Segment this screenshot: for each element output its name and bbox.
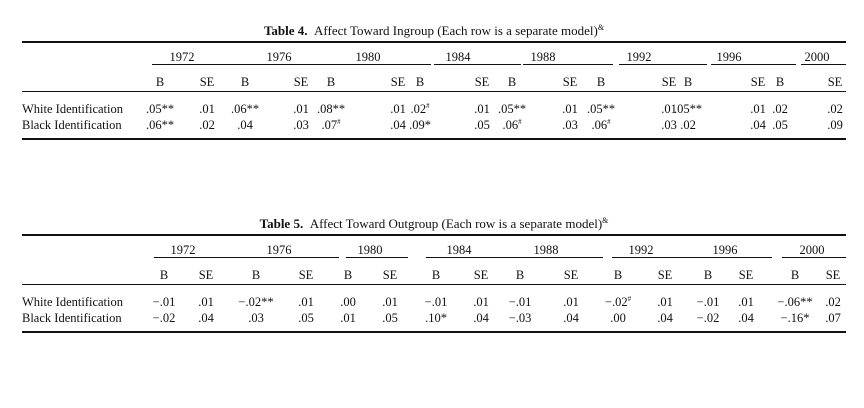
b-header: B: [251, 268, 261, 282]
cell-value: −.01: [152, 295, 176, 309]
cell-value: .05: [298, 311, 314, 325]
se-cell: [825, 311, 841, 326]
year-header: 1976: [266, 243, 292, 257]
year-header-row: [22, 236, 846, 262]
coefficient-cell: [605, 295, 631, 310]
cell-value: .01: [661, 102, 677, 116]
table-row: [22, 310, 846, 326]
year-header-row: [22, 43, 846, 69]
coefficient-cell: [146, 102, 174, 117]
year-header: 1988: [533, 243, 559, 257]
se-header: SE: [390, 75, 406, 89]
coefficient-cell: [509, 295, 532, 310]
table-row: [22, 117, 846, 133]
cell-value: .04: [390, 118, 406, 132]
coefficient-cell: [340, 295, 356, 310]
se-cell: [473, 295, 489, 310]
cell-value: .05: [474, 118, 490, 132]
cell-value: .02: [825, 295, 841, 309]
cell-value: .06**: [145, 118, 175, 132]
se-cell: [293, 118, 309, 133]
se-cell: [750, 118, 766, 133]
year-span-rule: [702, 257, 772, 258]
year-header: 1984: [445, 50, 471, 64]
cell-value: .04: [473, 311, 489, 325]
cell-value: .00: [340, 295, 356, 309]
cell-value: .01: [562, 102, 578, 116]
cell-value: −.01: [508, 295, 532, 309]
year-header: 1992: [626, 50, 652, 64]
year-header: 1992: [628, 243, 654, 257]
cell-value: .01: [198, 295, 214, 309]
cell-value: .03: [293, 118, 309, 132]
year-header: 1980: [357, 243, 383, 257]
cell-value: .06: [502, 118, 519, 132]
se-cell: [738, 311, 754, 326]
cell-value: −.03: [508, 311, 532, 325]
table-label: Table 4.: [263, 23, 308, 38]
year-header: 2000: [799, 243, 825, 257]
cell-value: .01: [293, 102, 309, 116]
coefficient-cell: [146, 118, 174, 133]
cell-value: .05**: [673, 102, 703, 116]
bottom-rule: [22, 331, 846, 333]
cell-value: .03: [562, 118, 578, 132]
se-cell: [827, 102, 843, 117]
se-header: SE: [661, 75, 677, 89]
coefficient-cell: [680, 118, 696, 133]
row-label: White Identification: [22, 102, 124, 116]
cell-value: .08**: [316, 102, 346, 116]
coefficient-cell: [153, 295, 176, 310]
year-span-rule: [242, 257, 339, 258]
cell-value: .09*: [409, 118, 431, 132]
coefficient-cell: [498, 102, 526, 117]
coefficient-cell: [409, 118, 431, 133]
se-cell: [661, 118, 677, 133]
year-span-rule: [152, 64, 247, 65]
se-header: SE: [825, 268, 841, 282]
b-header: B: [155, 75, 165, 89]
year-span-rule: [801, 64, 846, 65]
se-header: SE: [473, 268, 489, 282]
se-cell: [657, 295, 673, 310]
table-5: [22, 214, 846, 333]
significance-mark: #: [518, 118, 522, 126]
se-cell: [390, 102, 406, 117]
title-footnote-mark: &: [602, 216, 609, 225]
year-span-rule: [782, 257, 846, 258]
cell-value: −.16*: [780, 311, 810, 325]
column-header-row: [22, 69, 846, 91]
coefficient-cell: [153, 311, 176, 326]
row-spacer: [22, 285, 846, 294]
table-caption: [22, 214, 846, 234]
year-span-rule: [245, 64, 342, 65]
b-header: B: [613, 268, 623, 282]
year-header: 1988: [530, 50, 556, 64]
cell-value: −.02: [696, 311, 720, 325]
cell-value: .01: [382, 295, 398, 309]
b-header: B: [326, 75, 336, 89]
se-cell: [298, 295, 314, 310]
year-header: 2000: [804, 50, 830, 64]
se-cell: [198, 311, 214, 326]
year-header: 1972: [169, 50, 195, 64]
significance-mark: #: [426, 102, 430, 110]
year-span-rule: [154, 257, 246, 258]
se-cell: [390, 118, 406, 133]
cell-value: .01: [390, 102, 406, 116]
cell-value: .01: [340, 311, 356, 325]
se-cell: [827, 118, 843, 133]
coefficient-cell: [777, 295, 812, 310]
coefficient-cell: [238, 295, 273, 310]
cell-value: .01: [738, 295, 754, 309]
year-header: 1976: [266, 50, 292, 64]
cell-value: .02: [680, 118, 696, 132]
coefficient-cell: [697, 295, 720, 310]
year-span-rule: [434, 64, 521, 65]
cell-value: .04: [750, 118, 766, 132]
cell-value: .09: [827, 118, 843, 132]
row-spacer: [22, 92, 846, 101]
cell-value: −.02: [152, 311, 176, 325]
row-label: Black Identification: [22, 311, 122, 325]
b-header: B: [683, 75, 693, 89]
coefficient-cell: [674, 102, 702, 117]
coefficient-cell: [781, 311, 810, 326]
se-header: SE: [382, 268, 398, 282]
coefficient-cell: [772, 118, 788, 133]
cell-value: .04: [198, 311, 214, 325]
se-cell: [738, 295, 754, 310]
row-label: Black Identification: [22, 118, 122, 132]
significance-mark: #: [607, 118, 611, 126]
cell-value: .04: [657, 311, 673, 325]
year-span-rule: [515, 257, 603, 258]
cell-value: .10*: [425, 311, 447, 325]
cell-value: .03: [248, 311, 264, 325]
se-cell: [563, 311, 579, 326]
cell-value: −.06**: [777, 295, 813, 309]
coefficient-cell: [425, 311, 447, 326]
coefficient-cell: [610, 311, 626, 326]
table-label: Table 5.: [259, 216, 304, 231]
se-header: SE: [827, 75, 843, 89]
cell-value: .02: [827, 102, 843, 116]
coefficient-cell: [317, 102, 345, 117]
coefficient-cell: [772, 102, 788, 117]
cell-value: .01: [563, 295, 579, 309]
column-header-row: [22, 262, 846, 284]
cell-value: −.01: [696, 295, 720, 309]
cell-value: .03: [661, 118, 677, 132]
b-header: B: [596, 75, 606, 89]
significance-mark: #: [627, 295, 632, 303]
cell-value: .01: [750, 102, 766, 116]
se-cell: [657, 311, 673, 326]
cell-value: .01: [199, 102, 215, 116]
cell-value: .05: [382, 311, 398, 325]
table-title: Affect Toward Ingroup (Each row is a separate model): [314, 23, 598, 38]
row-label: White Identification: [22, 295, 124, 309]
table-title: Affect Toward Outgroup (Each row is a separate model): [309, 216, 603, 231]
se-cell: [382, 295, 398, 310]
cell-value: .05**: [145, 102, 175, 116]
cell-value: .01: [298, 295, 314, 309]
table-row: [22, 101, 846, 117]
coefficient-cell: [502, 118, 521, 133]
se-header: SE: [562, 75, 578, 89]
cell-value: .04: [563, 311, 579, 325]
b-header: B: [507, 75, 517, 89]
cell-value: .01: [474, 102, 490, 116]
cell-value: −.01: [424, 295, 448, 309]
b-header: B: [240, 75, 250, 89]
se-header: SE: [293, 75, 309, 89]
se-header: SE: [298, 268, 314, 282]
bottom-rule: [22, 138, 846, 140]
year-header: 1996: [716, 50, 742, 64]
se-cell: [562, 118, 578, 133]
b-header: B: [343, 268, 353, 282]
se-cell: [474, 118, 490, 133]
coefficient-cell: [340, 311, 356, 326]
significance-mark: #: [337, 118, 341, 126]
year-span-rule: [338, 64, 431, 65]
year-header: 1972: [170, 243, 196, 257]
se-cell: [473, 311, 489, 326]
cell-value: .02: [199, 118, 215, 132]
cell-value: .04: [738, 311, 754, 325]
coefficient-cell: [587, 102, 615, 117]
year-span-rule: [346, 257, 408, 258]
b-header: B: [515, 268, 525, 282]
coefficient-cell: [425, 295, 448, 310]
se-cell: [562, 102, 578, 117]
coefficient-cell: [237, 118, 253, 133]
cell-value: −.02**: [238, 295, 274, 309]
se-cell: [198, 295, 214, 310]
cell-value: .01: [473, 295, 489, 309]
coefficient-cell: [509, 311, 532, 326]
table-caption: [22, 21, 846, 41]
b-header: B: [775, 75, 785, 89]
cell-value: .05**: [497, 102, 527, 116]
year-header: 1980: [355, 50, 381, 64]
coefficient-cell: [410, 102, 429, 117]
se-cell: [199, 118, 215, 133]
coefficient-cell: [591, 118, 610, 133]
cell-value: .07: [825, 311, 841, 325]
cell-value: .05: [772, 118, 788, 132]
se-cell: [382, 311, 398, 326]
coefficient-cell: [231, 102, 259, 117]
b-header: B: [431, 268, 441, 282]
se-header: SE: [750, 75, 766, 89]
se-header: SE: [198, 268, 214, 282]
se-cell: [199, 102, 215, 117]
year-span-rule: [619, 64, 707, 65]
coefficient-cell: [248, 311, 264, 326]
se-cell: [474, 102, 490, 117]
year-span-rule: [523, 64, 613, 65]
se-header: SE: [738, 268, 754, 282]
cell-value: .02: [772, 102, 788, 116]
cell-value: .05**: [586, 102, 616, 116]
coefficient-cell: [697, 311, 720, 326]
se-header: SE: [657, 268, 673, 282]
se-header: SE: [199, 75, 215, 89]
b-header: B: [790, 268, 800, 282]
title-footnote-mark: &: [597, 23, 605, 32]
year-header: 1996: [712, 243, 738, 257]
se-cell: [750, 102, 766, 117]
cell-value: .06**: [230, 102, 260, 116]
cell-value: .04: [237, 118, 253, 132]
coefficient-cell: [321, 118, 340, 133]
cell-value: .06: [591, 118, 608, 132]
b-header: B: [159, 268, 169, 282]
se-cell: [825, 295, 841, 310]
b-header: B: [415, 75, 425, 89]
cell-value: .02: [410, 102, 427, 116]
cell-value: .01: [657, 295, 673, 309]
se-cell: [298, 311, 314, 326]
table-row: [22, 294, 846, 310]
table-4: [22, 21, 846, 140]
year-span-rule: [426, 257, 515, 258]
cell-value: .07: [321, 118, 338, 132]
year-header: 1984: [446, 243, 472, 257]
se-header: SE: [563, 268, 579, 282]
year-span-rule: [612, 257, 702, 258]
cell-value: .00: [610, 311, 626, 325]
se-cell: [293, 102, 309, 117]
se-header: SE: [474, 75, 490, 89]
se-cell: [563, 295, 579, 310]
b-header: B: [703, 268, 713, 282]
cell-value: −.02: [604, 295, 628, 309]
year-span-rule: [711, 64, 796, 65]
